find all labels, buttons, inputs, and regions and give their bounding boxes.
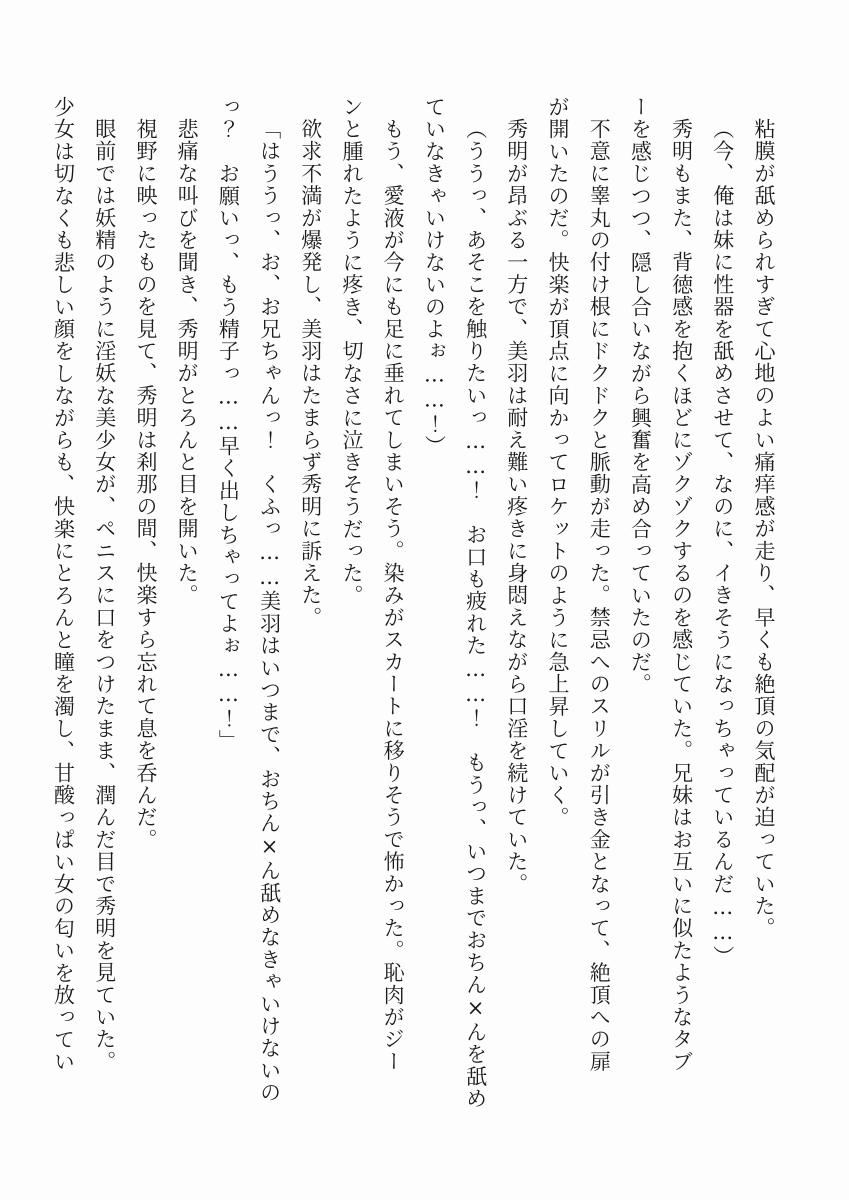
text-line: 欲求不満が爆発し、美羽はたまらず秀明に訴えた。 [298, 118, 323, 629]
text-line: もう、愛液が今にも足に垂れてしまいそう。染みがスカートに移りそうで怖かった。恥肉がジー [381, 118, 406, 1073]
text-line: ンと腫れたように疼き、切なさに泣きそうだった。 [339, 96, 364, 607]
text-line: 少女は切なくも悲しい顔をしながらも、快楽にとろんと瞳を濁し、甘酸っぱい女の匂いを放ってい [51, 96, 76, 1073]
text-line: 「はううっ、お、お兄ちゃんっ！ くふっ……美羽はいつまで、おちん×ん舐めなきゃいけないの [257, 118, 282, 1104]
text-line: 眼前では妖精のように淫妖な美少女が、ペニスに口をつけたまま、潤んだ目で秀明を見ていた。 [92, 118, 117, 1073]
text-line: ーを感じつつ、隠し合いながら興奮を高め合っていたのだ。 [628, 96, 653, 696]
vertical-text-block [42, 96, 784, 1160]
text-line: が開いたのだ。快楽が頂点に向かってロケットのように急上昇していく。 [545, 96, 570, 829]
text-line: 悲痛な叫びを聞き、秀明がとろんと目を開いた。 [175, 118, 200, 607]
text-line: 不意に睾丸の付け根にドクドクと脈動が走った。禁忌へのスリルが引き金となって、絶頂への扉 [587, 118, 612, 1073]
text-line: 視野に映ったものを見て、秀明は刹那の間、快楽すら忘れて息を呑んだ。 [133, 118, 158, 851]
text-line: 秀明が昂ぶる一方で、美羽は耐え難い疼きに身悶えながら口淫を続けていた。 [504, 118, 529, 896]
text-line: っ？ お願いっ、もう精子っ……早く出しちゃってよぉ……！」 [216, 96, 241, 752]
text-line: ていなきゃいけないのよぉ……！） [422, 96, 447, 458]
text-line: 秀明もまた、背徳感を抱くほどにゾクゾクするのを感じていた。兄妹はお互いに似たようなタブ [669, 118, 694, 1073]
text-line: （今、俺は妹に性器を舐めさせて、なのに、イきそうになっちゃっているんだ……） [710, 118, 735, 968]
text-line: 粘膜が舐められすぎて心地のよい痛痒感が走り、早くも絶頂の気配が迫っていた。 [752, 118, 776, 940]
text-line: （ううっ、あそこを触りたいっ……！ お口も疲れた……！ もうっ、いつまでおちん×んを舐め [463, 118, 488, 1110]
